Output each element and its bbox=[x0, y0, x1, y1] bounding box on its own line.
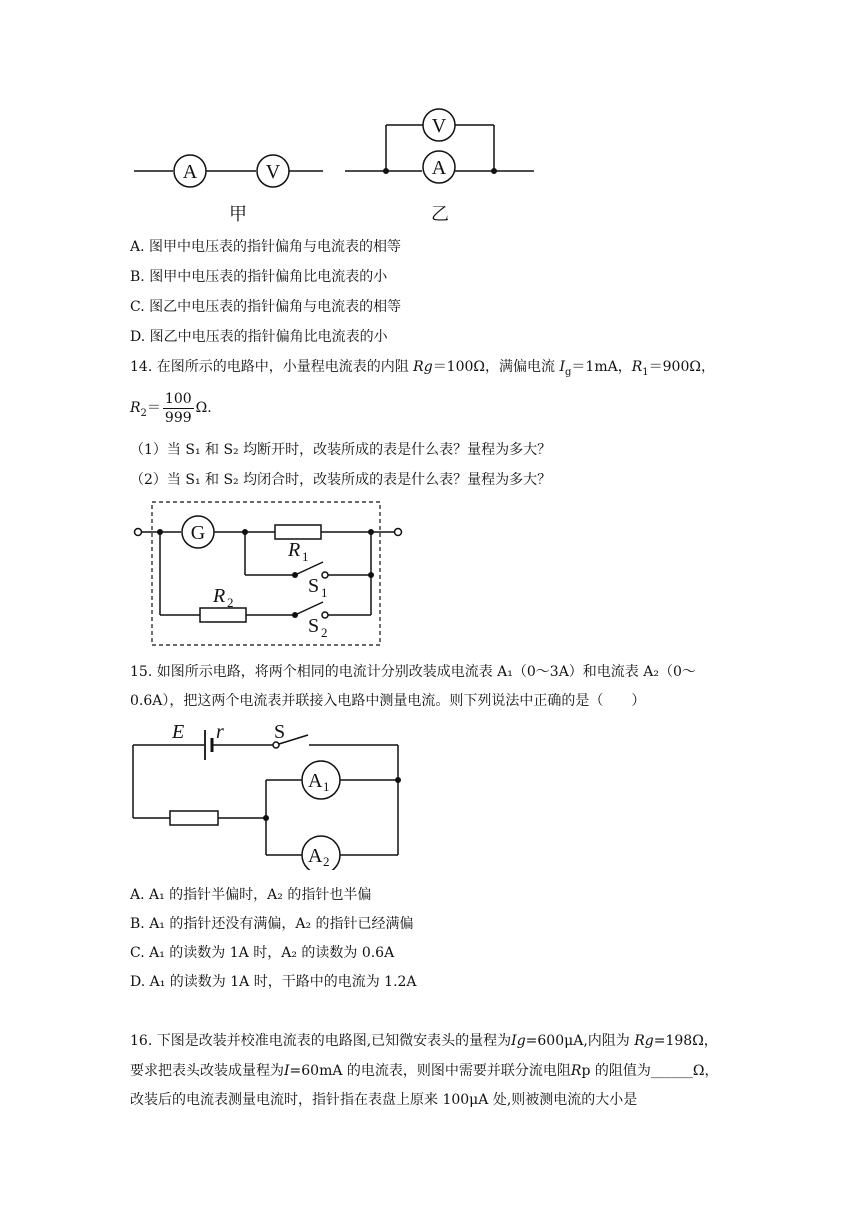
q13-option-a: A. 图甲中电压表的指针偏角与电流表的相等 bbox=[130, 239, 402, 255]
q13-option-d: D. 图乙中电压表的指针偏角比电流表的小 bbox=[130, 329, 388, 345]
svg-text:R: R bbox=[288, 539, 301, 561]
svg-text:1: 1 bbox=[321, 585, 328, 600]
svg-text:1: 1 bbox=[323, 779, 330, 794]
svg-text:E: E bbox=[172, 721, 185, 743]
svg-text:R: R bbox=[213, 585, 226, 607]
q16-line3: 改装后的电流表测量电流时，指针指在表盘上原来 100μA 处,则被测电流的大小是 bbox=[130, 1092, 638, 1108]
q15-stem-line1: 15. 如图所示电路，将两个相同的电流计分别改装成电流表 A₁（0～3A）和电流表 A₂（0～ bbox=[130, 664, 696, 680]
svg-text:V: V bbox=[265, 161, 281, 183]
resistor-r1 bbox=[275, 525, 321, 539]
svg-text:A: A bbox=[182, 161, 198, 183]
svg-text:S: S bbox=[308, 575, 320, 597]
q14-r2-value: $R_2=$ $\frac{100}{999}$ Ω. bbox=[130, 390, 212, 426]
svg-text:S: S bbox=[308, 615, 320, 637]
svg-text:A: A bbox=[308, 845, 323, 867]
q13-option-c: C. 图乙中电压表的指针偏角与电流表的相等 bbox=[130, 299, 402, 315]
q15-stem-line2: 0.6A），把这两个电流表并联接入电路中测量电流。则下列说法中正确的是（ ） bbox=[130, 693, 646, 709]
svg-text:S: S bbox=[274, 721, 286, 743]
q16-line1: 16. 下图是改装并校准电流表的电路图,已知微安表头的量程为Ig=600μA,内阻为 Rg=198Ω， bbox=[130, 1033, 718, 1049]
svg-text:A: A bbox=[308, 770, 323, 792]
svg-text:乙: 乙 bbox=[431, 204, 449, 224]
svg-text:r: r bbox=[216, 721, 224, 743]
svg-text:甲: 甲 bbox=[229, 204, 247, 224]
svg-text:2: 2 bbox=[321, 625, 328, 640]
q15-circuit-figure bbox=[128, 718, 418, 870]
svg-text:2: 2 bbox=[323, 854, 330, 869]
q15-option-d: D. A₁ 的读数为 1A 时，干路中的电流为 1.2A bbox=[130, 974, 417, 990]
svg-text:2: 2 bbox=[227, 595, 234, 610]
svg-text:G: G bbox=[190, 522, 206, 544]
svg-text:A: A bbox=[431, 157, 447, 179]
q14-stem: 14. 在图所示的电路中，小量程电流表的内阻 Rg＝100Ω，满偏电流 $I_g=1mA$，$R_1=900\Omega$， bbox=[130, 359, 715, 378]
svg-text:1: 1 bbox=[302, 549, 309, 564]
q15-option-b: B. A₁ 的指针还没有满偏，A₂ 的指针已经满偏 bbox=[130, 916, 414, 932]
resistor bbox=[170, 811, 218, 825]
q14-subquestion-2: （2）当 S₁ 和 S₂ 均闭合时，改装所成的表是什么表？量程为多大？ bbox=[130, 472, 552, 488]
q13-option-b: B. 图甲中电压表的指针偏角比电流表的小 bbox=[130, 269, 388, 285]
q16-line2: 要求把表头改装成量程为I=60mA 的电流表，则图中需要并联分流电阻Rp 的阻值为______Ω， bbox=[130, 1063, 719, 1079]
svg-text:V: V bbox=[431, 115, 447, 137]
q14-circuit-figure bbox=[128, 500, 408, 650]
resistor-r2 bbox=[200, 608, 246, 622]
q15-option-a: A. A₁ 的指针半偏时，A₂ 的指针也半偏 bbox=[130, 887, 372, 903]
q15-option-c: C. A₁ 的读数为 1A 时，A₂ 的读数为 0.6A bbox=[130, 945, 395, 961]
fraction: $\frac{100}{999}$ bbox=[164, 390, 192, 426]
q13-figure bbox=[120, 108, 550, 228]
q14-subquestion-1: （1）当 S₁ 和 S₂ 均断开时，改装所成的表是什么表？量程为多大？ bbox=[130, 442, 552, 458]
